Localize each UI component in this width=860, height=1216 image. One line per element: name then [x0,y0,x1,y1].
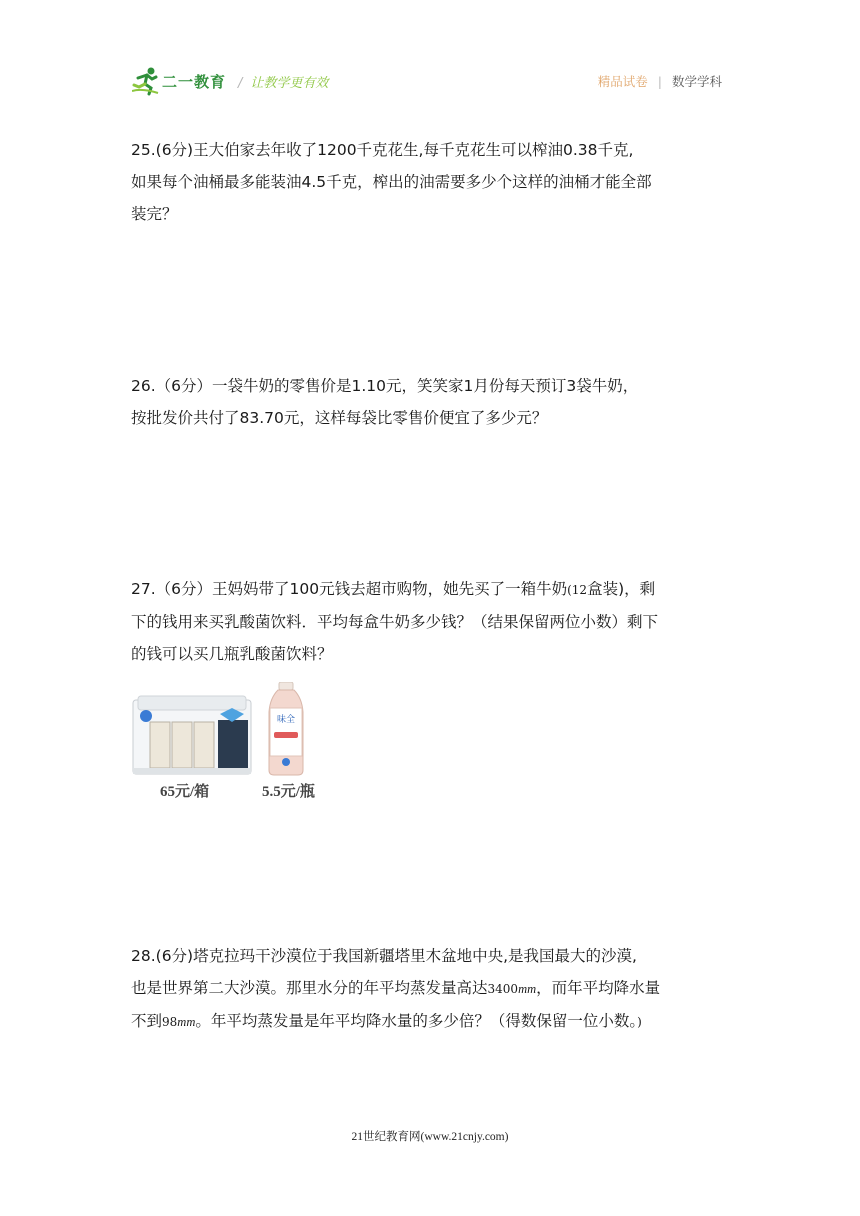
question-28 [131,940,727,1038]
milk-price-label: 65元/箱 [160,784,210,800]
logo-text: 二一教育 [162,72,227,91]
question-27 [131,573,727,670]
page-header [132,64,722,98]
question-line: 装完？ [131,205,178,223]
question-line: 不到98mm。年平均蒸发量是年平均降水量的多少倍？（得数保留一位小数。) [131,1012,642,1030]
question-line: 27.（6分）王妈妈带了100元钱去超市购物，她先买了一箱牛奶(12盒装)，剩 [131,580,656,598]
question-line: 按批发价共付了83.70元，这样每袋比零售价便宜了多少元？ [131,409,548,427]
question-line: 也是世界第二大沙漠。那里水分的年平均蒸发量高达3400mm，而年平均降水量 [131,979,661,997]
question-line: 如果每个油桶最多能装油4.5千克，榨出的油需要多少个这样的油桶才能全部 [131,173,652,191]
logo [132,64,328,98]
header-subject: 数学学科 [671,74,722,89]
question-line: 下的钱用来买乳酸菌饮料．平均每盒牛奶多少钱？（结果保留两位小数）剩下 [131,613,659,631]
running-person-icon [132,66,160,96]
question-26 [131,370,727,434]
slogan: / 让教学更有效 [238,75,329,91]
question-25 [131,134,727,230]
header-accent: 精品试卷 [597,74,648,89]
question-line: 28.(6分)塔克拉玛干沙漠位于我国新疆塔里木盆地中央,是我国最大的沙漠, [131,947,637,965]
drink-bottle-image [264,682,308,780]
question-line: 26.（6分）一袋牛奶的零售价是1.10元，笑笑家1月份每天预订3袋牛奶， [131,377,639,395]
slogan-text: 让教学更有效 [250,75,329,91]
drink-price-label: 5.5元/瓶 [262,784,315,800]
header-right [598,72,722,90]
bottle-label: 味全 [276,715,296,725]
question-line: 的钱可以买几瓶乳酸菌饮料？ [131,645,333,663]
milk-box-image [132,694,252,782]
question-line: 25.(6分)王大伯家去年收了1200千克花生,每千克花生可以榨油0.38千克, [131,141,634,159]
page-footer: 21世纪教育网(www.21cnjy.com) [351,1131,509,1143]
header-divider: | [657,73,662,89]
